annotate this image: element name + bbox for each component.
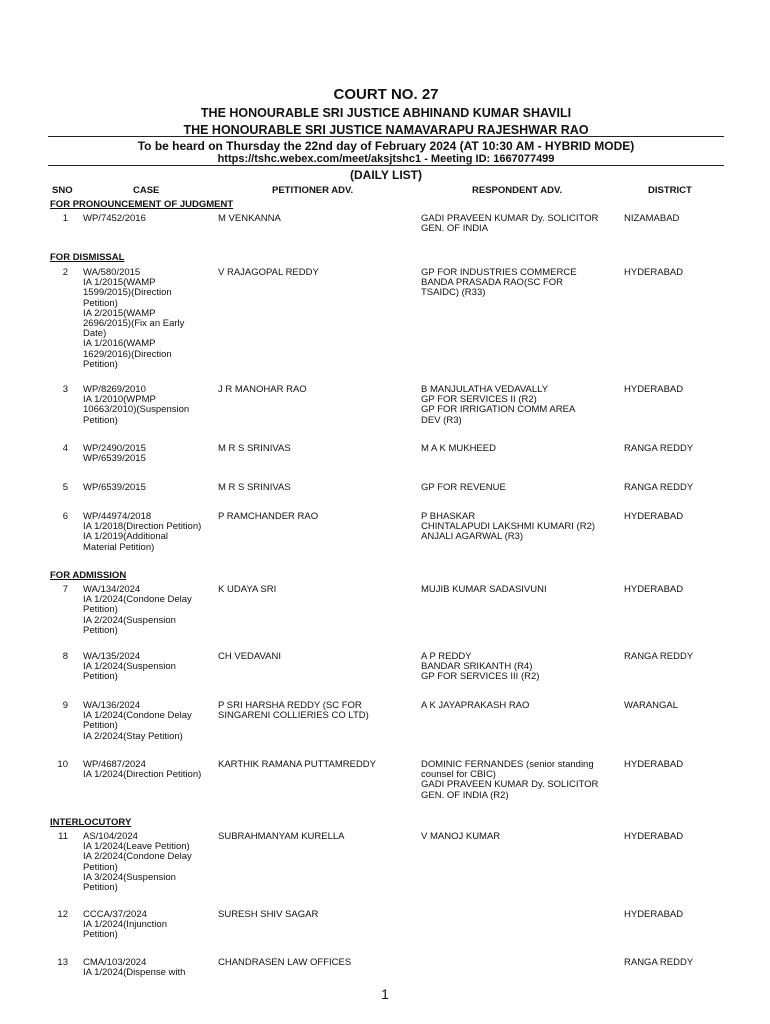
row-case: AS/104/2024 IA 1/2024(Leave Petition) IA 2/2024(Condone Delay Petition) IA 3/2024(Suspension Petition) <box>83 831 192 894</box>
row-case: WP/44974/2018 IA 1/2018(Direction Petition) IA 1/2019(Additional Material Petition) <box>83 511 202 553</box>
row-district: RANGA REDDY <box>624 957 694 968</box>
row-petitioner: J R MANOHAR RAO <box>218 384 307 395</box>
column-header-sno: SNO <box>52 185 73 196</box>
row-sno: 13 <box>57 957 68 968</box>
row-respondent: V MANOJ KUMAR <box>421 831 501 842</box>
row-district: HYDERABAD <box>624 511 684 522</box>
section-heading-interlocutory: INTERLOCUTORY <box>50 817 132 828</box>
section-heading-admission: FOR ADMISSION <box>50 570 127 581</box>
row-respondent: DOMINIC FERNANDES (senior standing counsel for CBIC) GADI PRAVEEN KUMAR Dy. SOLICITOR GEN. OF INDIA (R2) <box>421 759 599 801</box>
row-petitioner: KARTHIK RAMANA PUTTAMREDDY <box>218 759 377 770</box>
judge-name-2: THE HONOURABLE SRI JUSTICE NAMAVARAPU RAJESHWAR RAO <box>183 123 589 137</box>
row-district: HYDERABAD <box>624 831 684 842</box>
column-header-district: DISTRICT <box>648 185 692 196</box>
row-respondent: GP FOR INDUSTRIES COMMERCE BANDA PRASADA RAO(SC FOR TSAIDC) (R33) <box>421 267 577 299</box>
row-respondent: B MANJULATHA VEDAVALLY GP FOR SERVICES II (R2) GP FOR IRRIGATION COMM AREA DEV (R3) <box>421 384 576 426</box>
list-type: (DAILY LIST) <box>349 168 422 182</box>
row-respondent: A K JAYAPRAKASH RAO <box>421 700 530 711</box>
row-petitioner: M R S SRINIVAS <box>218 482 291 493</box>
row-sno: 1 <box>62 213 68 224</box>
row-district: RANGA REDDY <box>624 482 694 493</box>
court-number: COURT NO. 27 <box>333 86 439 103</box>
row-case: WP/8269/2010 IA 1/2010(WPMP 10663/2010)(Suspension Petition) <box>83 384 190 426</box>
row-respondent: P BHASKAR CHINTALAPUDI LAKSHMI KUMARI (R2) ANJALI AGARWAL (R3) <box>421 511 596 543</box>
row-sno: 2 <box>62 267 68 278</box>
row-case: WA/136/2024 IA 1/2024(Condone Delay Petition) IA 2/2024(Stay Petition) <box>83 700 192 742</box>
row-sno: 5 <box>62 482 68 493</box>
row-petitioner: SUBRAHMANYAM KURELLA <box>218 831 345 842</box>
row-case: CCCA/37/2024 IA 1/2024(Injunction Petition) <box>83 909 167 941</box>
row-district: NIZAMABAD <box>624 213 680 224</box>
row-district: RANGA REDDY <box>624 651 694 662</box>
row-case: WA/135/2024 IA 1/2024(Suspension Petition) <box>83 651 176 683</box>
row-petitioner: CH VEDAVANI <box>218 651 281 662</box>
row-respondent: GADI PRAVEEN KUMAR Dy. SOLICITOR GEN. OF INDIA <box>421 213 599 235</box>
hearing-date: To be heard on Thursday the 22nd day of February 2024 (AT 10:30 AM - HYBRID MODE) <box>137 139 635 153</box>
judge-name-1: THE HONOURABLE SRI JUSTICE ABHINAND KUMAR SHAVILI <box>200 106 572 120</box>
column-header-petitioner: PETITIONER ADV. <box>272 185 354 196</box>
row-district: WARANGAL <box>624 700 679 711</box>
row-respondent: A P REDDY BANDAR SRIKANTH (R4) GP FOR SERVICES III (R2) <box>421 651 540 683</box>
row-petitioner: K UDAYA SRI <box>218 584 277 595</box>
row-sno: 6 <box>62 511 68 522</box>
row-petitioner: V RAJAGOPAL REDDY <box>218 267 319 278</box>
row-case: WA/134/2024 IA 1/2024(Condone Delay Petition) IA 2/2024(Suspension Petition) <box>83 584 192 636</box>
row-sno: 7 <box>62 584 68 595</box>
row-respondent: MUJIB KUMAR SADASIVUNI <box>421 584 547 595</box>
row-respondent: M A K MUKHEED <box>421 443 496 454</box>
row-sno: 10 <box>57 759 68 770</box>
row-district: HYDERABAD <box>624 909 684 920</box>
row-district: HYDERABAD <box>624 267 684 278</box>
row-case: WP/7452/2016 <box>83 213 146 224</box>
row-case: WP/4687/2024 IA 1/2024(Direction Petition) <box>83 759 202 781</box>
row-respondent: GP FOR REVENUE <box>421 482 506 493</box>
meeting-link[interactable]: https://tshc.webex.com/meet/aksjtshc1 - Meeting ID: 1667077499 <box>217 153 555 165</box>
section-heading-dismissal: FOR DISMISSAL <box>50 252 125 263</box>
row-petitioner: SURESH SHIV SAGAR <box>218 909 319 920</box>
row-sno: 8 <box>62 651 68 662</box>
row-district: HYDERABAD <box>624 584 684 595</box>
row-sno: 4 <box>62 443 68 454</box>
row-petitioner: P RAMCHANDER RAO <box>218 511 319 522</box>
row-district: HYDERABAD <box>624 759 684 770</box>
row-sno: 11 <box>58 831 68 842</box>
row-petitioner: P SRI HARSHA REDDY (SC FOR SINGARENI COLLIERIES CO LTD) <box>218 700 369 722</box>
row-petitioner: M R S SRINIVAS <box>218 443 291 454</box>
row-district: HYDERABAD <box>624 384 684 395</box>
row-case: WP/6539/2015 <box>83 482 146 493</box>
header-divider-top <box>48 136 724 137</box>
row-petitioner: M VENKANNA <box>218 213 281 224</box>
row-case: WP/2490/2015 WP/6539/2015 <box>83 443 146 465</box>
row-sno: 9 <box>62 700 68 711</box>
row-sno: 3 <box>62 384 68 395</box>
page-number: 1 <box>381 986 389 1002</box>
header-divider-bottom <box>48 165 724 166</box>
row-sno: 12 <box>57 909 68 920</box>
row-petitioner: CHANDRASEN LAW OFFICES <box>218 957 352 968</box>
column-header-case: CASE <box>133 185 160 196</box>
section-heading-judgment: FOR PRONOUNCEMENT OF JUDGMENT <box>50 199 234 210</box>
row-case: WA/580/2015 IA 1/2015(WAMP 1599/2015)(Direction Petition) IA 2/2015(WAMP 2696/2015)(Fix an Early Date) IA 1/2016(WAMP 1629/2016)(Direction Petition) <box>83 267 185 370</box>
row-district: RANGA REDDY <box>624 443 694 454</box>
column-header-respondent: RESPONDENT ADV. <box>472 185 563 196</box>
row-case: CMA/103/2024 IA 1/2024(Dispense with <box>83 957 186 979</box>
